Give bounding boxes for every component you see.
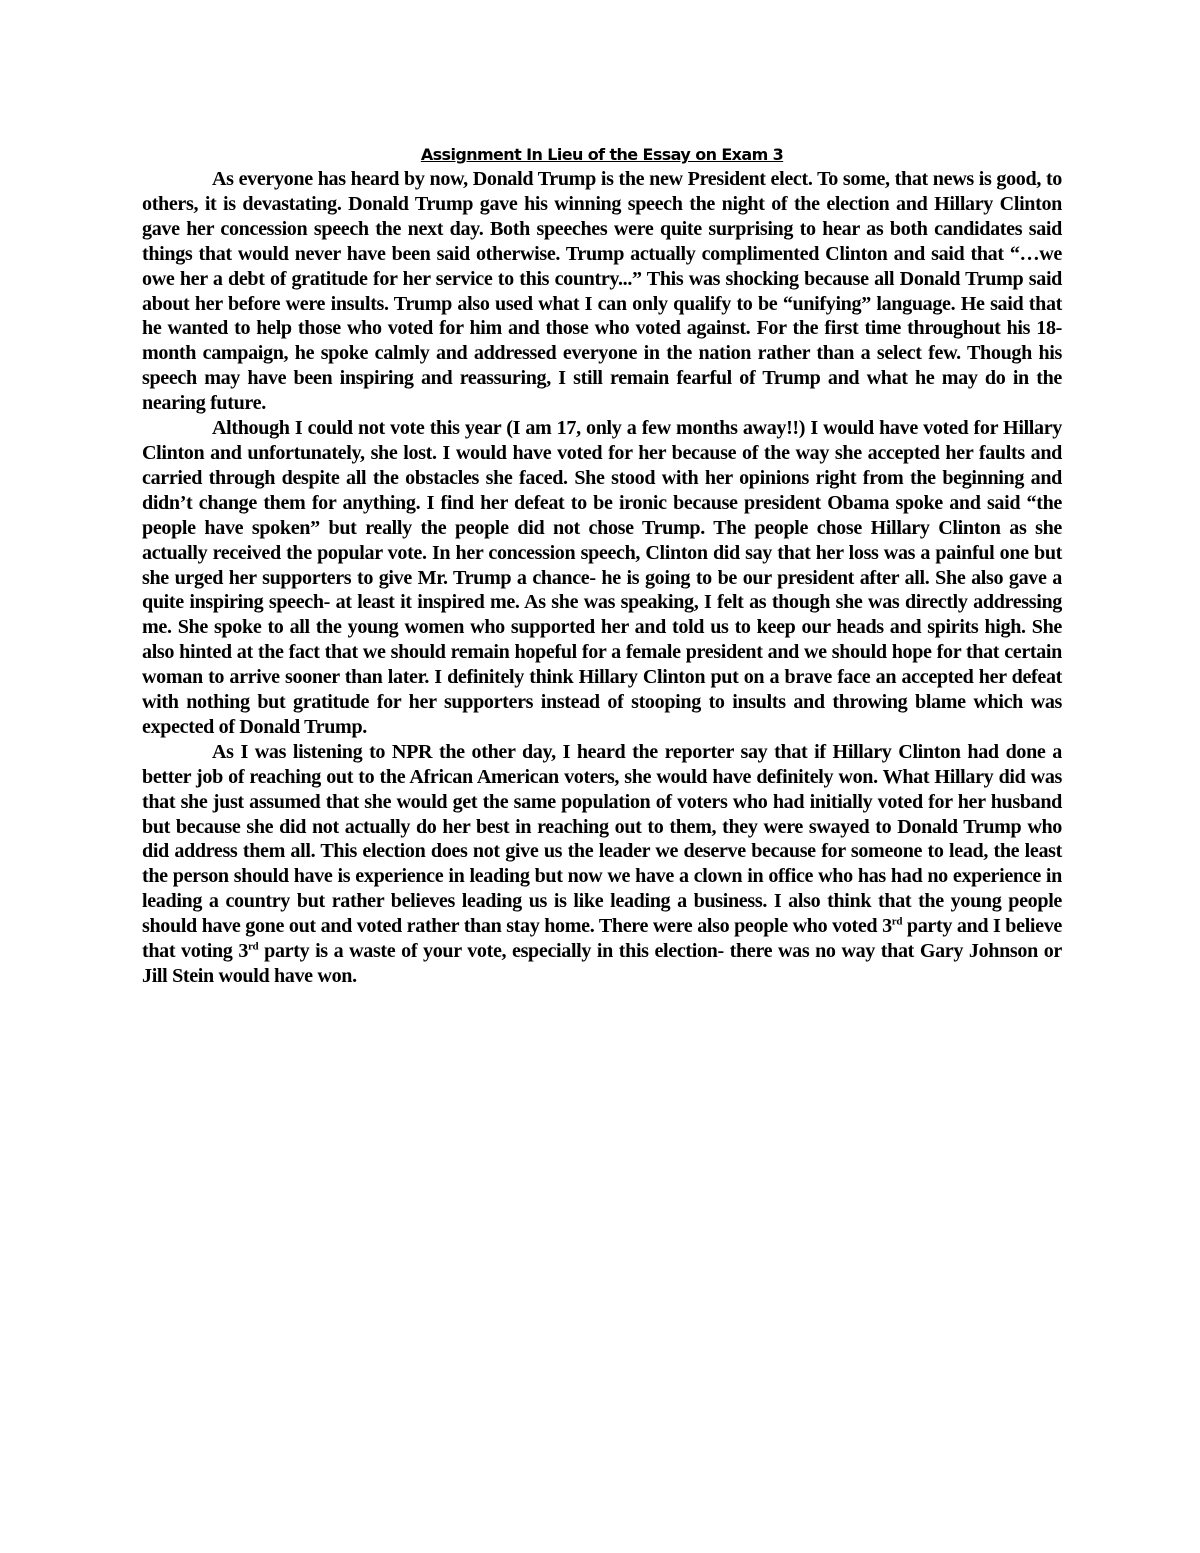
- paragraphs-container: [142, 167, 1062, 989]
- paragraph-text: party is a waste of your vote, especially in this election- there was no way that Gary Johnson or Jill Stein would have won.: [142, 940, 1062, 987]
- paragraph-text: As everyone has heard by now, Donald Trump is the new President elect. To some, that news is good, to others, it is devastating. Donald Trump gave his winning speech the night of the election and Hillary Clinton gave her concession speech the next day. Both speeches were quite surprising to hear as both candidates said things that would never have been said otherwise. Trump actually complimented Clinton and said that “…we owe her a debt of gratitude for her service to this country...” This was shocking because all Donald Trump said about her before were insults. Trump also used what I can only qualify to be “unifying” language. He said that he wanted to help those who voted for him and those who voted against. For the first time throughout his 18-month campaign, he spoke calmly and addressed everyone in the nation rather than a select few. Though his speech may have been inspiring and reassuring, I still remain fearful of Trump and what he may do in the nearing future.: [142, 168, 1062, 415]
- document-title: Assignment In Lieu of the Essay on Exam 3: [420, 145, 784, 164]
- document-body: [142, 144, 1062, 989]
- paragraph-text: party and I believe that voting 3: [142, 915, 1062, 963]
- paragraph-text: As I was listening to NPR the other day, I heard the reporter say that if Hillary Clinton had done a better job of reaching out to the African American voters, she would have definitely won. What Hillary did was that she just assumed that she would get the same population of voters who had initially voted for her husband but because she did not actually do her best in reaching out to them, they were swayed to Donald Trump who did address them all. This election does not give us the leader we deserve because for someone to lead, the least the person should have is experience in leading but now we have a clown in office who has had no experience in leading a country but rather believes leading us is like leading a business. I also think that the young people should have gone out and voted rather than stay home. There were also people who voted 3: [142, 740, 1062, 938]
- body-paragraph: [142, 416, 1062, 740]
- superscript-text: rd: [248, 940, 259, 953]
- body-paragraph: [142, 740, 1062, 989]
- superscript-text: rd: [891, 915, 903, 928]
- paragraph-text: Although I could not vote this year (I am 17, only a few months away!!) I would have voted for Hillary Clinton and unfortunately, she lost. I would have voted for her because of the way she accepted her faults and carried through despite all the obstacles she faced. She stood with her opinions right from the beginning and didn’t change them for anything. I find her defeat to be ironic because president Obama spoke and said “the people have spoken” but really the people did not chose Trump. The people chose Hillary Clinton as she actually received the popular vote. In her concession speech, Clinton did say that her loss was a painful one but she urged her supporters to give Mr. Trump a chance- he is going to be our president after all. She also gave a quite inspiring speech- at least it inspired me. As she was speaking, I felt as though she was directly addressing me. She spoke to all the young women who supported her and told us to keep our heads and spirits high. She also hinted at the fact that we should remain hopeful for a female president and we should hope for that certain woman to arrive sooner than later. I definitely think Hillary Clinton put on a brave face an accepted her defeat with nothing but gratitude for her supporters instead of stooping to insults and throwing blame which was expected of Donald Trump.: [142, 417, 1062, 738]
- body-paragraph: [142, 167, 1062, 416]
